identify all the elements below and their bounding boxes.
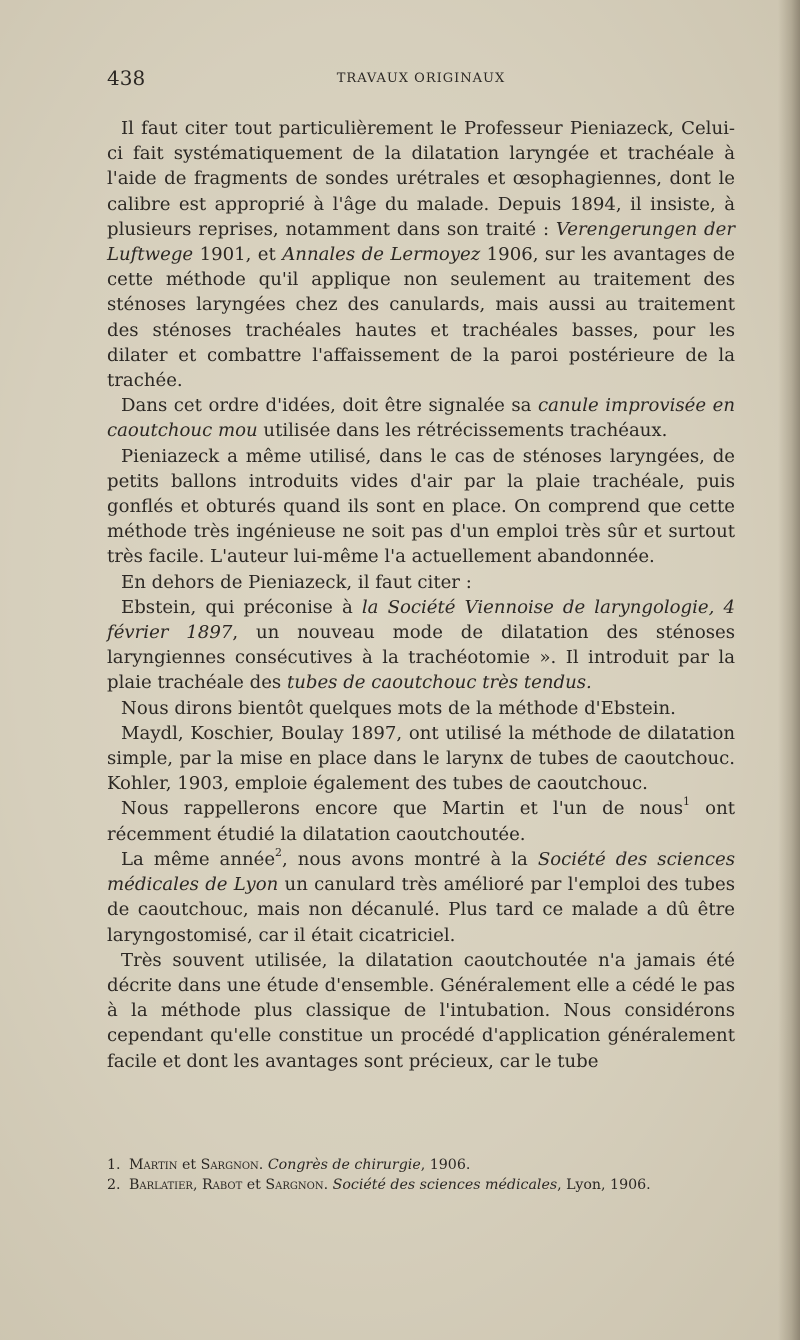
footnote [107, 1155, 735, 1175]
paragraph [107, 393, 735, 443]
footnote-number: 2. [107, 1177, 121, 1193]
body-text [107, 116, 735, 1074]
text-run: utilisée dans les rétrécissements trachéaux. [257, 420, 668, 442]
paragraph [107, 444, 735, 570]
paragraph [107, 116, 735, 393]
footnote [107, 1175, 735, 1195]
footnote-title: Congrès de chirurgie [267, 1157, 421, 1173]
text-run: , un nouveau mode de dilatation des sténoses laryngiennes consécutives à la trachéotomie ». Il introduit par la plaie trachéale des [107, 622, 735, 694]
text-run: Nous rappellerons encore que Martin et l'un de nous [121, 798, 684, 820]
text-run: Il faut citer tout particulièrement le Professeur Pieniazeck, Celui-ci fait systématiquement de la dilatation laryngée et trachéale à l'aide de fragments de sondes urétrales et œsophagiennes, dont le calibre est approprié à l'âge du malade. Depuis 1894, il insiste, à plusieurs reprises, notamment dans son traité : [107, 118, 735, 240]
footnotes [107, 1155, 735, 1195]
text-run: 1901, et [193, 244, 283, 266]
text-run: un canulard très amélioré par l'emploi des tubes de caoutchouc, mais non décanulé. Plus tard ce malade a dû être laryngostomisé, car il était cicatriciel. [107, 874, 736, 946]
text-run: Maydl, Koschier, Boulay 1897, ont utilisé la méthode de dilatation simple, par la mise en place dans le larynx de tubes de caoutchouc. Kohler, 1903, emploie également des tubes de caoutchouc. [107, 722, 735, 795]
text-run: Ebstein, qui préconise à [121, 596, 362, 618]
text-run: ont récemment étudié la dilatation caoutchoutée. [107, 798, 735, 845]
italic-text: tubes de caoutchouc très tendus. [286, 672, 592, 694]
footnote-ref: 1 [683, 795, 691, 809]
paragraph [107, 847, 735, 948]
paragraph [107, 570, 735, 595]
paragraph [107, 796, 735, 846]
footnote-authors: Barlatier, Rabot [129, 1177, 243, 1193]
italic-text: canule improvisée en caoutchouc mou [107, 395, 735, 442]
paragraph [107, 948, 735, 1074]
text-run: En dehors de Pieniazeck, il faut citer : [121, 571, 472, 593]
text-run: Très souvent utilisée, la dilatation caoutchoutée n'a jamais été décrite dans une étude d'ensemble. Généralement elle a cédé le pas à la méthode plus classique de l'intubation. Nous considérons cependant qu'elle constitue un procédé d'application généralement facile et dont les avantages sont précieux, car le tube [107, 949, 735, 1072]
text-run: Nous dirons bientôt quelques mots de la méthode d'Ebstein. [121, 697, 676, 719]
page-edge-shadow [778, 0, 800, 1340]
page-header [107, 66, 735, 90]
page-number: 438 [107, 66, 146, 90]
footnote-join: et [177, 1157, 201, 1173]
footnote-authors: Martin [129, 1157, 178, 1173]
text-run: Pieniazeck a même utilisé, dans le cas de sténoses laryngées, de petits ballons introduits vides d'air par la plaie trachéale, puis gonflés et obturés quand ils sont en place. On comprend que cette méthode très ingénieuse ne soit pas d'un emploi très sûr et surtout très facile. L'auteur lui-même l'a actuellement abandonnée. [107, 445, 735, 568]
italic-text: Annales de Lermoyez [282, 244, 481, 266]
footnote-ref: 2 [275, 845, 283, 859]
paragraph [107, 696, 735, 721]
text-run: , nous avons montré à la [282, 848, 538, 870]
footnote-rest: , Lyon, 1906. [557, 1177, 651, 1193]
running-title: TRAVAUX ORIGINAUX [336, 71, 506, 86]
footnote-authors: Sargnon [265, 1177, 324, 1193]
text-run: La même année [121, 848, 276, 870]
footnote-sep: . [258, 1157, 268, 1173]
paragraph [107, 595, 735, 696]
footnote-authors: Sargnon [200, 1157, 259, 1173]
footnote-title: Société des sciences médicales [332, 1177, 558, 1193]
italic-text: Société des sciences médicales de Lyon [107, 848, 735, 896]
italic-text: la Société Viennoise de laryngologie, 4 février 1897 [107, 596, 735, 644]
paragraph [107, 721, 735, 797]
text-run: Dans cet ordre d'idées, doit être signalée sa [121, 395, 538, 417]
footnote-join: et [242, 1177, 266, 1193]
text-run: 1906, sur les avantages de cette méthode qu'il applique non seulement au traitement des sténoses laryngées chez des canulards, mais aussi au traitement des sténoses trachéales hautes et trachéales basses, pour les dilater et combattre l'affaissement de la paroi postérieure de la trachée. [107, 244, 735, 392]
footnote-sep: . [323, 1177, 333, 1193]
italic-text: Verengerungen der Luftwege [107, 218, 735, 266]
footnote-number: 1. [107, 1157, 121, 1173]
footnote-rest: , 1906. [420, 1157, 471, 1173]
